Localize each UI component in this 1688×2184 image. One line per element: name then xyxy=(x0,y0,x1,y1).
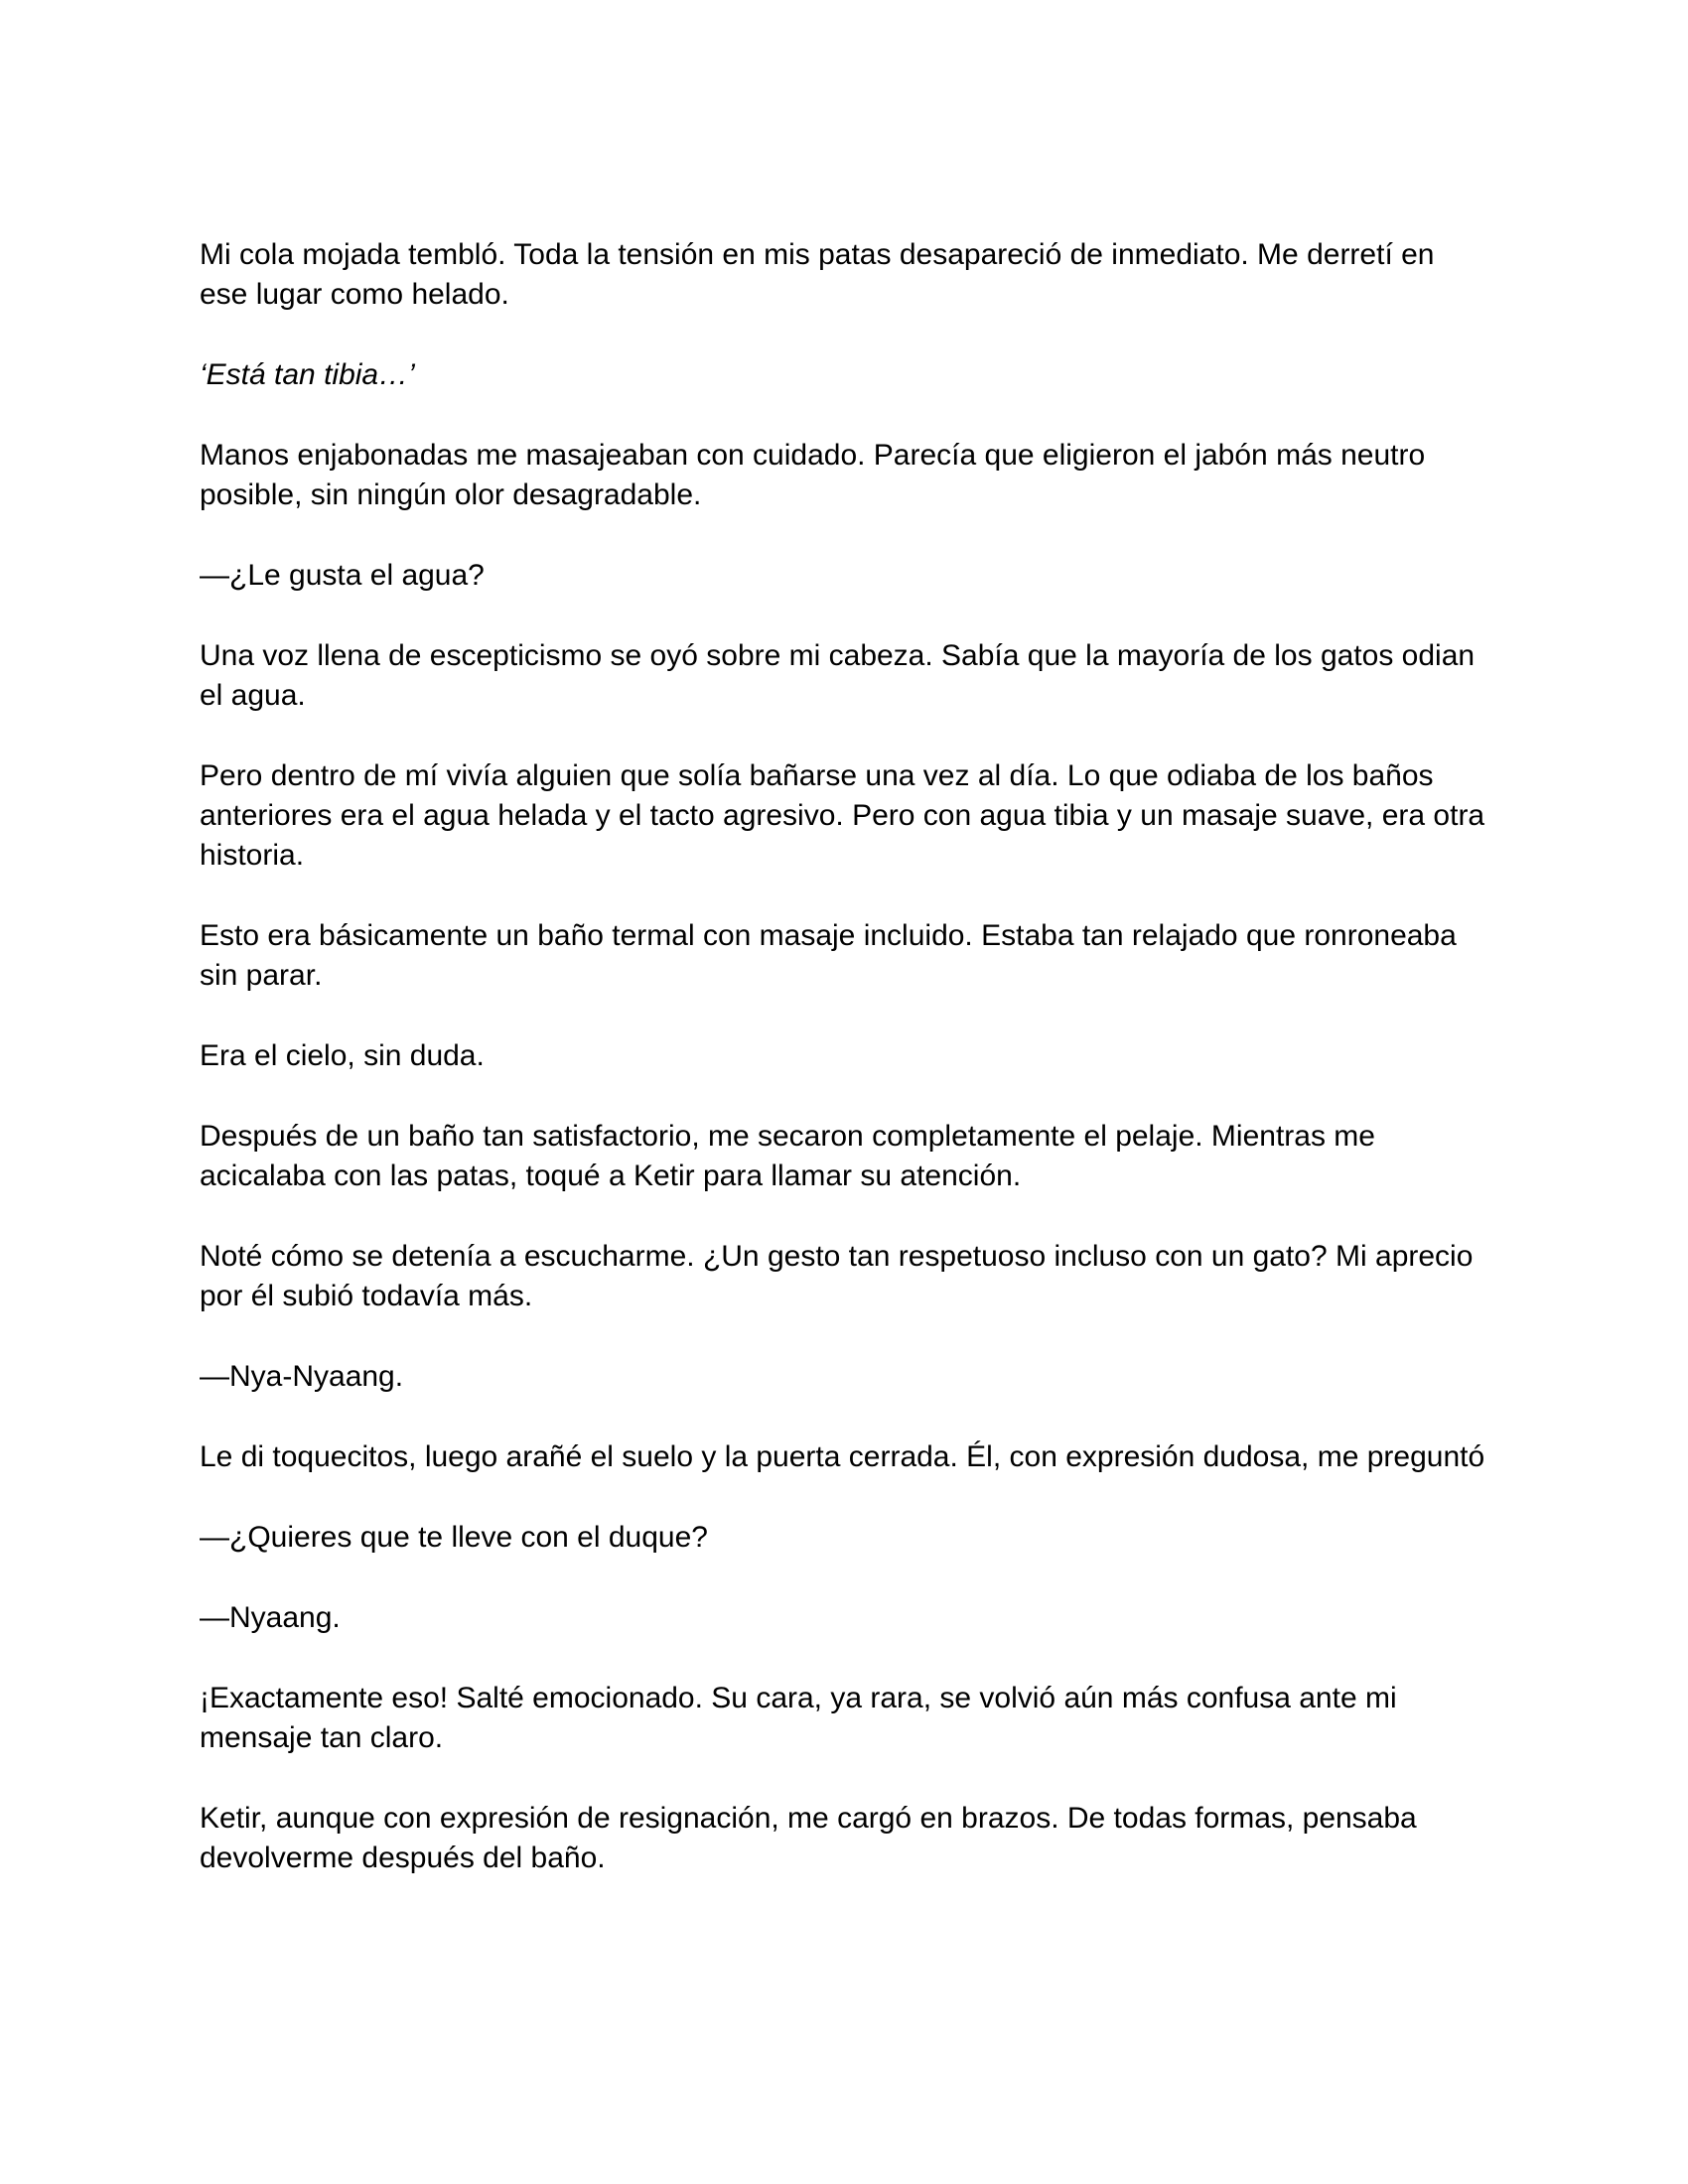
paragraph: Pero dentro de mí vivía alguien que solía bañarse una vez al día. Lo que odiaba de los baños anteriores era el agua helada y el tacto agresivo. Pero con agua tibia y un masaje suave, era otra historia. xyxy=(200,759,1485,872)
paragraph: Le di toquecitos, luego arañé el suelo y la puerta cerrada. Él, con expresión dudosa, me preguntó xyxy=(200,1440,1485,1473)
paragraph-dialogue: —Nya-Nyaang. xyxy=(200,1360,404,1393)
paragraph-dialogue: —Nyaang. xyxy=(200,1601,341,1634)
paragraph: Después de un baño tan satisfactorio, me secaron completamente el pelaje. Mientras me acicalaba con las patas, toqué a Ketir para llamar su atención. xyxy=(200,1120,1375,1192)
paragraph-dialogue: —¿Quieres que te lleve con el duque? xyxy=(200,1521,708,1554)
paragraph: Era el cielo, sin duda. xyxy=(200,1039,485,1072)
paragraph-dialogue: —¿Le gusta el agua? xyxy=(200,559,485,592)
paragraph-quote-italic: ‘Está tan tibia…’ xyxy=(200,358,415,391)
paragraph: Manos enjabonadas me masajeaban con cuidado. Parecía que eligieron el jabón más neutro posible, sin ningún olor desagradable. xyxy=(200,439,1426,511)
paragraph: ¡Exactamente eso! Salté emocionado. Su cara, ya rara, se volvió aún más confusa ante mi mensaje tan claro. xyxy=(200,1682,1397,1754)
paragraph: Esto era básicamente un baño termal con masaje incluido. Estaba tan relajado que ronroneaba sin parar. xyxy=(200,919,1457,992)
paragraph: Mi cola mojada tembló. Toda la tensión en mis patas desapareció de inmediato. Me derretí en ese lugar como helado. xyxy=(200,238,1435,311)
paragraph: Noté cómo se detenía a escucharme. ¿Un gesto tan respetuoso incluso con un gato? Mi aprecio por él subió todavía más. xyxy=(200,1240,1474,1312)
paragraph: Ketir, aunque con expresión de resignación, me cargó en brazos. De todas formas, pensaba devolverme después del baño. xyxy=(200,1802,1417,1874)
paragraph: Una voz llena de escepticismo se oyó sobre mi cabeza. Sabía que la mayoría de los gatos odian el agua. xyxy=(200,639,1476,712)
